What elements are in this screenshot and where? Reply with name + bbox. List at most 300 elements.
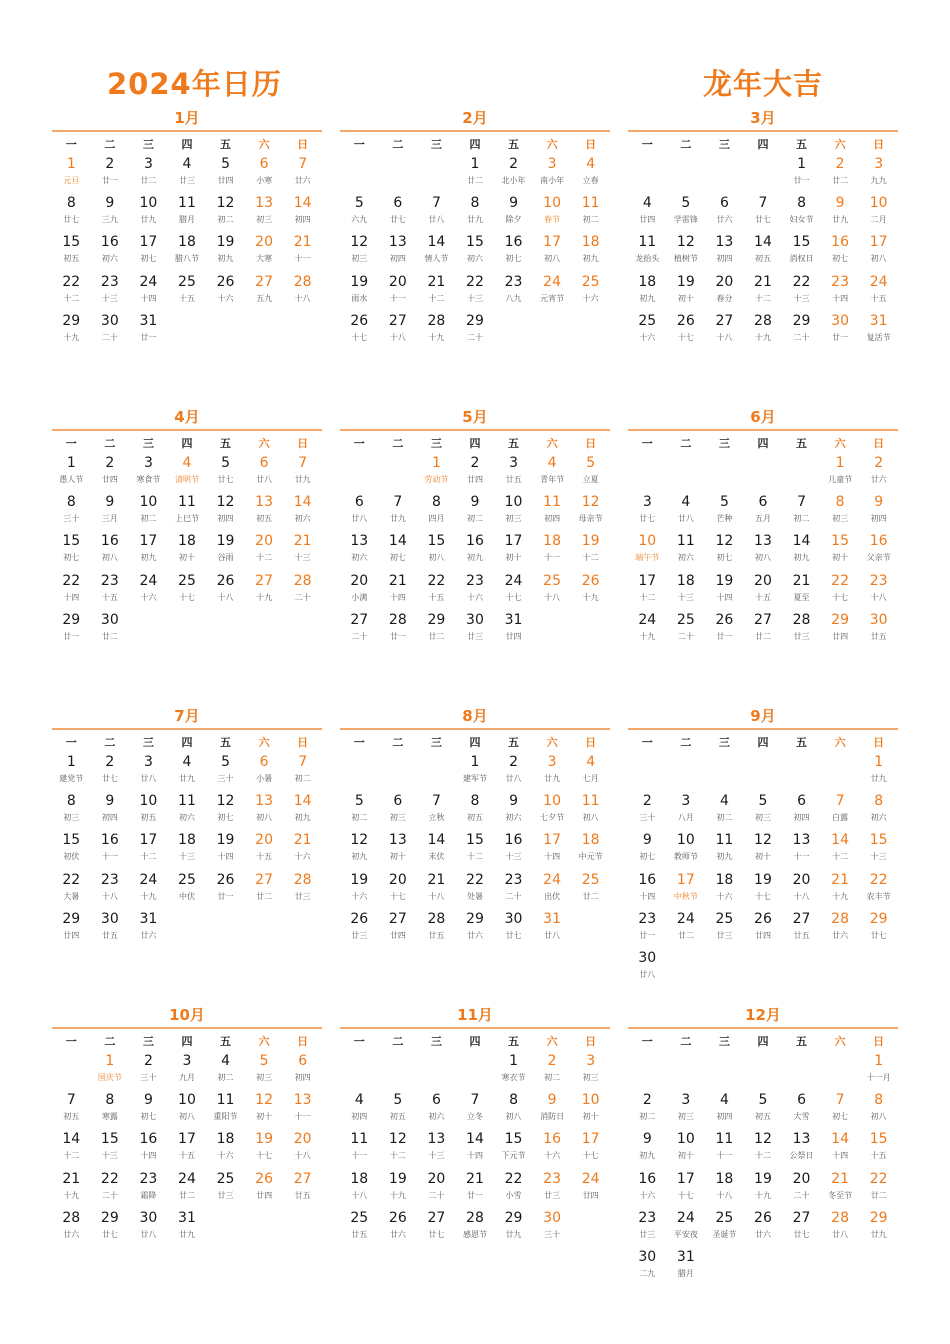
day-cell[interactable] (705, 491, 744, 530)
day-cell[interactable] (91, 271, 130, 310)
day-cell[interactable] (206, 530, 245, 569)
day-cell[interactable] (821, 452, 860, 491)
day-cell[interactable] (129, 908, 168, 947)
day-cell[interactable] (744, 192, 783, 231)
day-cell[interactable] (283, 1168, 322, 1207)
day-cell[interactable] (744, 1089, 783, 1128)
day-cell[interactable] (744, 570, 783, 609)
day-cell[interactable] (168, 1128, 207, 1167)
day-cell[interactable] (456, 1168, 495, 1207)
day-cell[interactable] (129, 452, 168, 491)
day-cell[interactable] (91, 192, 130, 231)
day-cell[interactable] (283, 869, 322, 908)
day-cell[interactable] (417, 491, 456, 530)
day-cell[interactable] (667, 192, 706, 231)
day-cell[interactable] (628, 231, 667, 270)
day-cell[interactable] (533, 192, 572, 231)
day-cell[interactable] (494, 1089, 533, 1128)
day-cell[interactable] (283, 231, 322, 270)
day-cell[interactable] (859, 491, 898, 530)
day-cell[interactable] (494, 231, 533, 270)
day-cell[interactable] (859, 751, 898, 790)
day-cell[interactable] (283, 153, 322, 192)
day-cell[interactable] (821, 530, 860, 569)
day-cell[interactable] (782, 1168, 821, 1207)
day-cell[interactable] (379, 908, 418, 947)
day-cell[interactable] (494, 609, 533, 648)
day-cell[interactable] (705, 310, 744, 349)
day-cell[interactable] (705, 790, 744, 829)
day-cell[interactable] (283, 1089, 322, 1128)
day-cell[interactable] (129, 869, 168, 908)
day-cell[interactable] (52, 452, 91, 491)
day-cell[interactable] (206, 829, 245, 868)
day-cell[interactable] (456, 751, 495, 790)
day-cell[interactable] (417, 452, 456, 491)
day-cell[interactable] (52, 192, 91, 231)
day-cell[interactable] (168, 452, 207, 491)
day-cell[interactable] (456, 869, 495, 908)
day-cell[interactable] (782, 829, 821, 868)
day-cell[interactable] (283, 1050, 322, 1089)
day-cell[interactable] (206, 452, 245, 491)
day-cell[interactable] (628, 530, 667, 569)
day-cell[interactable] (168, 192, 207, 231)
day-cell[interactable] (667, 271, 706, 310)
day-cell[interactable] (859, 530, 898, 569)
day-cell[interactable] (571, 570, 610, 609)
day-cell[interactable] (705, 1207, 744, 1246)
day-cell[interactable] (859, 908, 898, 947)
day-cell[interactable] (667, 1128, 706, 1167)
day-cell[interactable] (379, 1168, 418, 1207)
day-cell[interactable] (417, 271, 456, 310)
day-cell[interactable] (494, 570, 533, 609)
day-cell[interactable] (206, 570, 245, 609)
day-cell[interactable] (52, 153, 91, 192)
day-cell[interactable] (129, 790, 168, 829)
day-cell[interactable] (667, 908, 706, 947)
day-cell[interactable] (859, 1089, 898, 1128)
day-cell[interactable] (340, 869, 379, 908)
day-cell[interactable] (245, 271, 284, 310)
day-cell[interactable] (206, 271, 245, 310)
day-cell[interactable] (129, 1128, 168, 1167)
day-cell[interactable] (628, 869, 667, 908)
day-cell[interactable] (571, 790, 610, 829)
day-cell[interactable] (859, 231, 898, 270)
day-cell[interactable] (129, 829, 168, 868)
day-cell[interactable] (52, 491, 91, 530)
day-cell[interactable] (206, 790, 245, 829)
day-cell[interactable] (168, 751, 207, 790)
day-cell[interactable] (168, 790, 207, 829)
day-cell[interactable] (52, 570, 91, 609)
day-cell[interactable] (91, 231, 130, 270)
day-cell[interactable] (456, 310, 495, 349)
day-cell[interactable] (533, 491, 572, 530)
day-cell[interactable] (340, 530, 379, 569)
day-cell[interactable] (494, 1050, 533, 1089)
day-cell[interactable] (283, 570, 322, 609)
day-cell[interactable] (782, 310, 821, 349)
day-cell[interactable] (379, 829, 418, 868)
day-cell[interactable] (417, 192, 456, 231)
day-cell[interactable] (533, 1128, 572, 1167)
day-cell[interactable] (571, 231, 610, 270)
day-cell[interactable] (705, 271, 744, 310)
day-cell[interactable] (571, 530, 610, 569)
day-cell[interactable] (782, 271, 821, 310)
day-cell[interactable] (417, 530, 456, 569)
day-cell[interactable] (667, 790, 706, 829)
day-cell[interactable] (859, 192, 898, 231)
day-cell[interactable] (52, 869, 91, 908)
day-cell[interactable] (129, 1168, 168, 1207)
day-cell[interactable] (206, 869, 245, 908)
day-cell[interactable] (456, 271, 495, 310)
day-cell[interactable] (456, 153, 495, 192)
day-cell[interactable] (667, 1246, 706, 1285)
day-cell[interactable] (129, 153, 168, 192)
day-cell[interactable] (129, 491, 168, 530)
day-cell[interactable] (283, 1128, 322, 1167)
day-cell[interactable] (456, 1128, 495, 1167)
day-cell[interactable] (571, 869, 610, 908)
day-cell[interactable] (628, 491, 667, 530)
day-cell[interactable] (859, 609, 898, 648)
day-cell[interactable] (533, 231, 572, 270)
day-cell[interactable] (744, 790, 783, 829)
day-cell[interactable] (705, 869, 744, 908)
day-cell[interactable] (129, 530, 168, 569)
day-cell[interactable] (52, 271, 91, 310)
day-cell[interactable] (533, 153, 572, 192)
day-cell[interactable] (821, 908, 860, 947)
day-cell[interactable] (533, 908, 572, 947)
day-cell[interactable] (168, 231, 207, 270)
day-cell[interactable] (168, 829, 207, 868)
day-cell[interactable] (628, 192, 667, 231)
day-cell[interactable] (821, 790, 860, 829)
day-cell[interactable] (494, 192, 533, 231)
day-cell[interactable] (456, 192, 495, 231)
day-cell[interactable] (417, 1128, 456, 1167)
day-cell[interactable] (91, 609, 130, 648)
day-cell[interactable] (340, 1168, 379, 1207)
day-cell[interactable] (283, 790, 322, 829)
day-cell[interactable] (494, 790, 533, 829)
day-cell[interactable] (168, 153, 207, 192)
day-cell[interactable] (245, 153, 284, 192)
day-cell[interactable] (340, 310, 379, 349)
day-cell[interactable] (571, 271, 610, 310)
day-cell[interactable] (456, 491, 495, 530)
day-cell[interactable] (245, 751, 284, 790)
day-cell[interactable] (417, 869, 456, 908)
day-cell[interactable] (533, 1168, 572, 1207)
day-cell[interactable] (533, 271, 572, 310)
day-cell[interactable] (456, 908, 495, 947)
day-cell[interactable] (628, 609, 667, 648)
day-cell[interactable] (91, 1128, 130, 1167)
day-cell[interactable] (782, 790, 821, 829)
day-cell[interactable] (859, 790, 898, 829)
day-cell[interactable] (456, 829, 495, 868)
day-cell[interactable] (628, 271, 667, 310)
day-cell[interactable] (782, 1089, 821, 1128)
day-cell[interactable] (821, 1168, 860, 1207)
day-cell[interactable] (667, 310, 706, 349)
day-cell[interactable] (705, 1168, 744, 1207)
day-cell[interactable] (283, 829, 322, 868)
day-cell[interactable] (533, 570, 572, 609)
day-cell[interactable] (245, 1128, 284, 1167)
day-cell[interactable] (821, 192, 860, 231)
day-cell[interactable] (52, 1207, 91, 1246)
day-cell[interactable] (379, 609, 418, 648)
day-cell[interactable] (379, 231, 418, 270)
day-cell[interactable] (245, 570, 284, 609)
day-cell[interactable] (744, 908, 783, 947)
day-cell[interactable] (859, 1168, 898, 1207)
day-cell[interactable] (494, 1207, 533, 1246)
day-cell[interactable] (782, 192, 821, 231)
day-cell[interactable] (782, 908, 821, 947)
day-cell[interactable] (206, 491, 245, 530)
day-cell[interactable] (91, 153, 130, 192)
day-cell[interactable] (417, 310, 456, 349)
day-cell[interactable] (821, 1089, 860, 1128)
day-cell[interactable] (667, 530, 706, 569)
day-cell[interactable] (628, 1089, 667, 1128)
day-cell[interactable] (859, 452, 898, 491)
day-cell[interactable] (206, 153, 245, 192)
day-cell[interactable] (494, 869, 533, 908)
day-cell[interactable] (91, 452, 130, 491)
day-cell[interactable] (705, 1128, 744, 1167)
day-cell[interactable] (628, 790, 667, 829)
day-cell[interactable] (744, 271, 783, 310)
day-cell[interactable] (52, 1168, 91, 1207)
day-cell[interactable] (533, 751, 572, 790)
day-cell[interactable] (628, 310, 667, 349)
day-cell[interactable] (340, 192, 379, 231)
day-cell[interactable] (379, 530, 418, 569)
day-cell[interactable] (571, 153, 610, 192)
day-cell[interactable] (628, 947, 667, 986)
day-cell[interactable] (168, 1089, 207, 1128)
day-cell[interactable] (456, 231, 495, 270)
day-cell[interactable] (417, 829, 456, 868)
day-cell[interactable] (283, 751, 322, 790)
day-cell[interactable] (417, 1089, 456, 1128)
day-cell[interactable] (667, 1168, 706, 1207)
day-cell[interactable] (494, 829, 533, 868)
day-cell[interactable] (821, 869, 860, 908)
day-cell[interactable] (705, 530, 744, 569)
day-cell[interactable] (744, 829, 783, 868)
day-cell[interactable] (245, 1050, 284, 1089)
day-cell[interactable] (379, 1207, 418, 1246)
day-cell[interactable] (52, 1089, 91, 1128)
day-cell[interactable] (52, 790, 91, 829)
day-cell[interactable] (533, 1089, 572, 1128)
day-cell[interactable] (667, 1089, 706, 1128)
day-cell[interactable] (494, 908, 533, 947)
day-cell[interactable] (340, 1089, 379, 1128)
day-cell[interactable] (705, 829, 744, 868)
day-cell[interactable] (744, 1207, 783, 1246)
day-cell[interactable] (705, 570, 744, 609)
day-cell[interactable] (283, 271, 322, 310)
day-cell[interactable] (533, 829, 572, 868)
day-cell[interactable] (91, 310, 130, 349)
day-cell[interactable] (91, 491, 130, 530)
day-cell[interactable] (859, 1207, 898, 1246)
day-cell[interactable] (782, 609, 821, 648)
day-cell[interactable] (52, 530, 91, 569)
day-cell[interactable] (705, 192, 744, 231)
day-cell[interactable] (91, 790, 130, 829)
day-cell[interactable] (129, 310, 168, 349)
day-cell[interactable] (456, 790, 495, 829)
day-cell[interactable] (340, 790, 379, 829)
day-cell[interactable] (379, 790, 418, 829)
day-cell[interactable] (417, 609, 456, 648)
day-cell[interactable] (91, 1207, 130, 1246)
day-cell[interactable] (859, 153, 898, 192)
day-cell[interactable] (129, 192, 168, 231)
day-cell[interactable] (379, 570, 418, 609)
day-cell[interactable] (456, 609, 495, 648)
day-cell[interactable] (571, 829, 610, 868)
day-cell[interactable] (283, 491, 322, 530)
day-cell[interactable] (340, 829, 379, 868)
day-cell[interactable] (821, 310, 860, 349)
day-cell[interactable] (494, 530, 533, 569)
day-cell[interactable] (628, 1128, 667, 1167)
day-cell[interactable] (206, 1168, 245, 1207)
day-cell[interactable] (494, 452, 533, 491)
day-cell[interactable] (245, 829, 284, 868)
day-cell[interactable] (456, 1089, 495, 1128)
day-cell[interactable] (782, 1207, 821, 1246)
day-cell[interactable] (340, 570, 379, 609)
day-cell[interactable] (52, 231, 91, 270)
day-cell[interactable] (859, 1050, 898, 1089)
day-cell[interactable] (340, 491, 379, 530)
day-cell[interactable] (744, 869, 783, 908)
day-cell[interactable] (533, 452, 572, 491)
day-cell[interactable] (782, 869, 821, 908)
day-cell[interactable] (667, 231, 706, 270)
day-cell[interactable] (340, 1207, 379, 1246)
day-cell[interactable] (628, 1168, 667, 1207)
day-cell[interactable] (859, 310, 898, 349)
day-cell[interactable] (821, 1128, 860, 1167)
day-cell[interactable] (340, 908, 379, 947)
day-cell[interactable] (821, 491, 860, 530)
day-cell[interactable] (129, 1207, 168, 1246)
day-cell[interactable] (52, 310, 91, 349)
day-cell[interactable] (379, 271, 418, 310)
day-cell[interactable] (379, 1128, 418, 1167)
day-cell[interactable] (667, 570, 706, 609)
day-cell[interactable] (245, 530, 284, 569)
day-cell[interactable] (91, 570, 130, 609)
day-cell[interactable] (168, 1168, 207, 1207)
day-cell[interactable] (705, 908, 744, 947)
day-cell[interactable] (782, 530, 821, 569)
day-cell[interactable] (667, 869, 706, 908)
day-cell[interactable] (340, 609, 379, 648)
day-cell[interactable] (245, 790, 284, 829)
day-cell[interactable] (206, 751, 245, 790)
day-cell[interactable] (417, 1168, 456, 1207)
day-cell[interactable] (129, 751, 168, 790)
day-cell[interactable] (821, 570, 860, 609)
day-cell[interactable] (129, 1089, 168, 1128)
day-cell[interactable] (533, 1207, 572, 1246)
day-cell[interactable] (667, 491, 706, 530)
day-cell[interactable] (628, 570, 667, 609)
day-cell[interactable] (245, 1168, 284, 1207)
day-cell[interactable] (782, 153, 821, 192)
day-cell[interactable] (494, 491, 533, 530)
day-cell[interactable] (782, 570, 821, 609)
day-cell[interactable] (91, 530, 130, 569)
day-cell[interactable] (782, 1128, 821, 1167)
day-cell[interactable] (821, 271, 860, 310)
day-cell[interactable] (456, 530, 495, 569)
day-cell[interactable] (206, 1128, 245, 1167)
day-cell[interactable] (667, 609, 706, 648)
day-cell[interactable] (744, 491, 783, 530)
day-cell[interactable] (91, 1089, 130, 1128)
day-cell[interactable] (494, 1168, 533, 1207)
day-cell[interactable] (379, 869, 418, 908)
day-cell[interactable] (52, 751, 91, 790)
day-cell[interactable] (533, 1050, 572, 1089)
day-cell[interactable] (206, 1050, 245, 1089)
day-cell[interactable] (533, 530, 572, 569)
day-cell[interactable] (168, 570, 207, 609)
day-cell[interactable] (379, 192, 418, 231)
day-cell[interactable] (628, 908, 667, 947)
day-cell[interactable] (821, 1207, 860, 1246)
day-cell[interactable] (456, 570, 495, 609)
day-cell[interactable] (168, 271, 207, 310)
day-cell[interactable] (417, 1207, 456, 1246)
day-cell[interactable] (628, 1207, 667, 1246)
day-cell[interactable] (417, 231, 456, 270)
day-cell[interactable] (168, 869, 207, 908)
day-cell[interactable] (744, 530, 783, 569)
day-cell[interactable] (821, 609, 860, 648)
day-cell[interactable] (340, 231, 379, 270)
day-cell[interactable] (821, 829, 860, 868)
day-cell[interactable] (859, 570, 898, 609)
day-cell[interactable] (571, 751, 610, 790)
day-cell[interactable] (859, 869, 898, 908)
day-cell[interactable] (52, 609, 91, 648)
day-cell[interactable] (129, 1050, 168, 1089)
day-cell[interactable] (494, 271, 533, 310)
day-cell[interactable] (744, 1128, 783, 1167)
day-cell[interactable] (417, 790, 456, 829)
day-cell[interactable] (744, 1168, 783, 1207)
